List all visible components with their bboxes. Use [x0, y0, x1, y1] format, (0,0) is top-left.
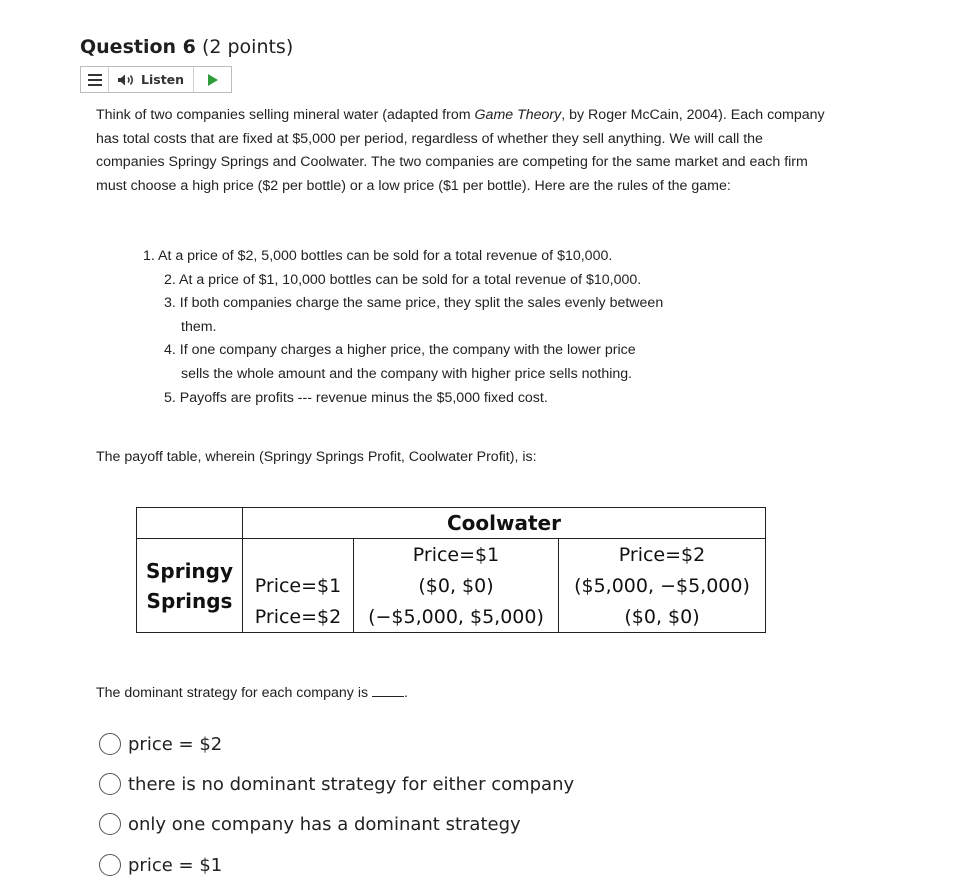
- col-player-label: Coolwater: [243, 508, 766, 539]
- radio-button[interactable]: [99, 773, 121, 795]
- answer-option[interactable]: [99, 733, 222, 755]
- answer-option[interactable]: [99, 813, 521, 835]
- row-player-line2: Springs: [146, 588, 233, 613]
- table-blank: [243, 539, 354, 571]
- rule-item: 5. Payoffs are profits --- revenue minus the $5,000 fixed cost.: [164, 390, 548, 406]
- table-corner: [137, 508, 243, 539]
- listen-toolbar: [80, 66, 232, 93]
- listen-label: Listen: [141, 72, 185, 87]
- intro-text-1: Think of two companies selling mineral water (adapted from: [96, 107, 475, 123]
- row-header: Price=$1: [243, 571, 354, 602]
- question-points: (2 points): [201, 36, 294, 58]
- option-label[interactable]: only one company has a dominant strategy: [128, 813, 521, 835]
- payoff-cell: (−$5,000, $5,000): [354, 602, 559, 633]
- answer-blank: [372, 684, 404, 697]
- payoff-cell: ($0, $0): [354, 571, 559, 602]
- payoff-intro: The payoff table, wherein (Springy Springs Profit, Coolwater Profit), is:: [96, 449, 537, 465]
- row-player-line1: Springy: [145, 558, 234, 583]
- rule-item-continued: sells the whole amount and the company with higher price sells nothing.: [181, 366, 633, 382]
- option-label[interactable]: price = $2: [128, 733, 223, 755]
- row-header: Price=$2: [243, 602, 354, 633]
- radio-button[interactable]: [99, 813, 121, 835]
- speaker-icon: [117, 73, 135, 87]
- rule-item: 4. If one company charges a higher price, the company with the lower price: [164, 342, 636, 358]
- payoff-table: [136, 507, 766, 633]
- play-icon: [208, 74, 218, 86]
- radio-button[interactable]: [99, 854, 121, 876]
- intro-paragraph: [96, 104, 826, 198]
- option-label[interactable]: price = $1: [128, 854, 223, 876]
- intro-text-2: , by Roger McCain, 2004). Each company has total costs that are fixed at $5,000 per period, regardless of whether they sell anything. We will call the companies Springy Springs and Coolwater. The two companies are competing for the same market and each firm must choose a high price ($2 per bottle) or a low price ($1 per bottle). Here are the rules of the game:: [96, 107, 825, 194]
- book-title: Game Theory: [474, 107, 562, 123]
- listen-button[interactable]: [109, 67, 194, 92]
- question-prompt: [96, 684, 408, 701]
- question-title: Question 6: [80, 36, 196, 58]
- rule-item: 2. At a price of $1, 10,000 bottles can be sold for a total revenue of $10,000.: [164, 272, 642, 288]
- answer-option[interactable]: [99, 773, 574, 795]
- rule-item-continued: them.: [181, 319, 217, 335]
- rule-item: 1. At a price of $2, 5,000 bottles can be sold for a total revenue of $10,000.: [143, 248, 613, 264]
- play-button[interactable]: [194, 67, 231, 92]
- prompt-text: The dominant strategy for each company is: [96, 685, 369, 701]
- answer-option[interactable]: [99, 854, 222, 876]
- menu-icon[interactable]: [81, 67, 109, 92]
- rule-item: 3. If both companies charge the same price, they split the sales evenly between: [164, 295, 664, 311]
- col-header: Price=$1: [354, 539, 559, 571]
- radio-button[interactable]: [99, 733, 121, 755]
- prompt-end: .: [404, 685, 408, 701]
- row-player-label: [137, 539, 243, 633]
- col-header: Price=$2: [559, 539, 766, 571]
- payoff-cell: ($0, $0): [559, 602, 766, 633]
- question-header: [80, 36, 293, 58]
- option-label[interactable]: there is no dominant strategy for either company: [128, 773, 575, 795]
- payoff-cell: ($5,000, −$5,000): [559, 571, 766, 602]
